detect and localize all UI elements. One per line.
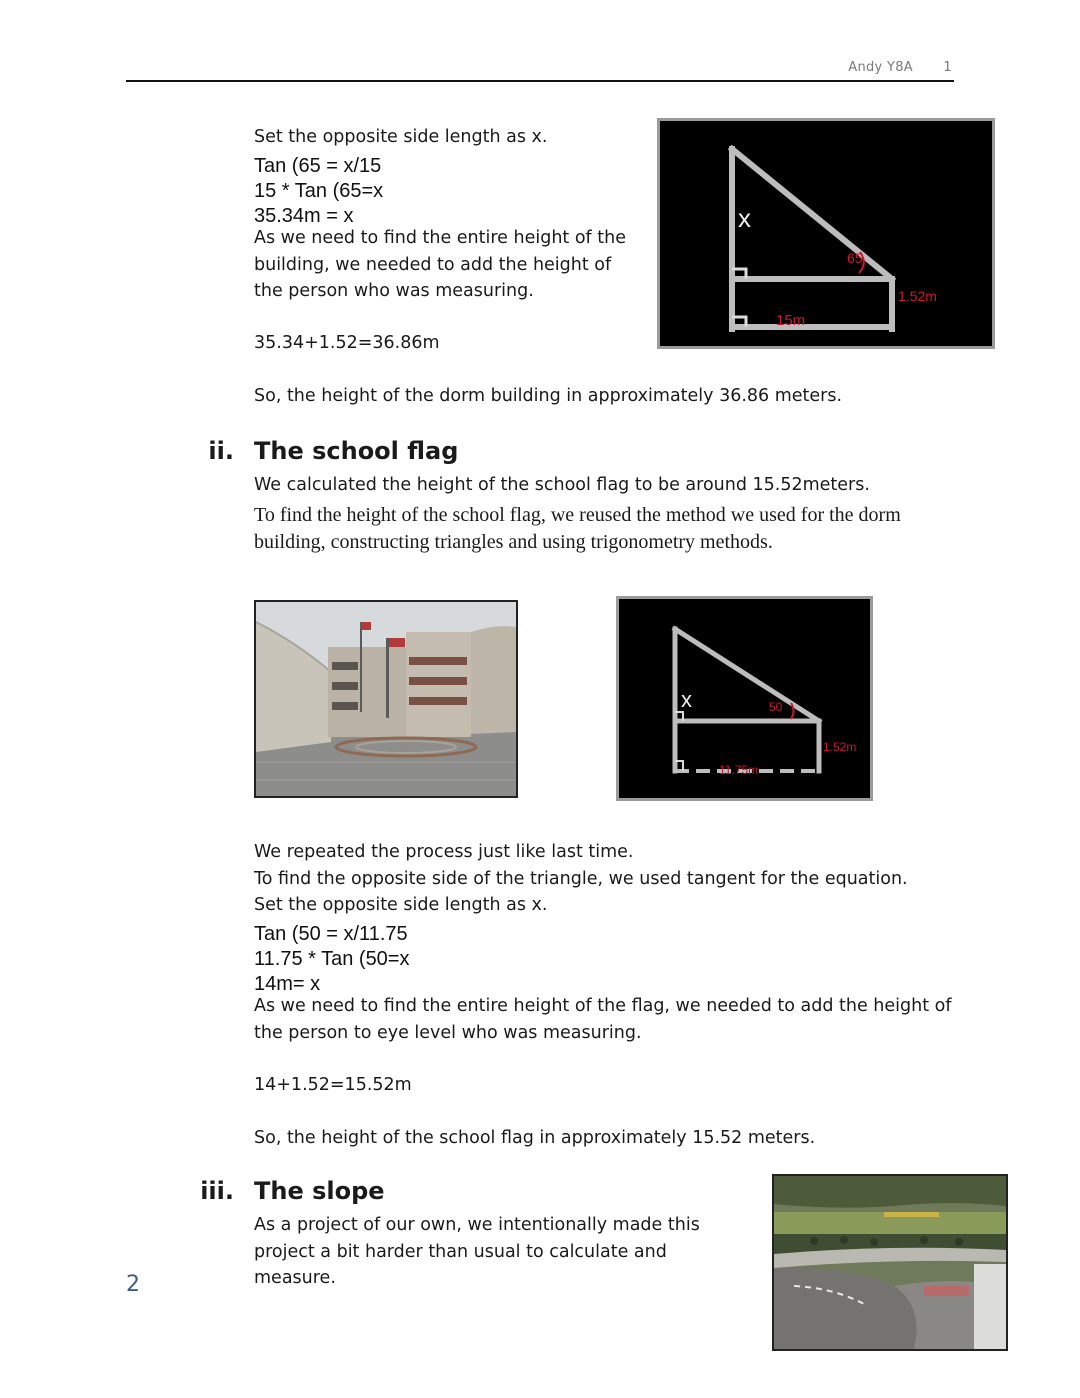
- flag-hypotenuse: [675, 629, 819, 721]
- page-header: [848, 60, 952, 75]
- section-heading-flag: [208, 437, 459, 465]
- flag-equation-1: Tan (50 = x/11.75: [254, 923, 408, 945]
- section-title-slope: The slope: [254, 1177, 385, 1205]
- flag-label-x: x: [681, 687, 692, 712]
- flag-angle-arc: [791, 703, 794, 719]
- dorm-triangle-diagram: [657, 118, 995, 349]
- section-title-flag: The school flag: [254, 437, 459, 465]
- flag-label-height: 1.52m: [823, 740, 857, 754]
- dorm-label-x: x: [738, 203, 751, 233]
- flag-summary: We calculated the height of the school flag to be around 15.52meters.: [254, 475, 870, 495]
- page-number: 2: [126, 1272, 140, 1297]
- flag-sum: 14+1.52=15.52m: [254, 1075, 412, 1095]
- dorm-label-base: 15m: [776, 312, 806, 329]
- dorm-explanation: As we need to find the entire height of the building, we needed to add the height of the person who was measuring.: [254, 228, 627, 301]
- dorm-equation-3: 35.34m = x: [254, 205, 354, 227]
- flag-label-base: 11.75m: [719, 763, 759, 777]
- flag-method: To find the height of the school flag, we reused the method we used for the dorm building, constructing triangles and using trigonometry methods.: [254, 504, 901, 553]
- dorm-conclusion: So, the height of the dorm building in approximately 36.86 meters.: [254, 386, 843, 406]
- flag-equation-3: 14m= x: [254, 973, 321, 995]
- dorm-label-angle: 65: [847, 250, 863, 266]
- flag-intro: Set the opposite side length as x.: [254, 895, 548, 915]
- flag-triangle-diagram: [616, 596, 873, 801]
- flag-label-angle: 50: [769, 700, 783, 714]
- section-heading-slope: [200, 1177, 385, 1205]
- header-rule: [126, 80, 954, 82]
- flag-repeat: We repeated the process just like last time.: [254, 842, 634, 862]
- dorm-intro: Set the opposite side length as x.: [254, 127, 548, 147]
- flag-explanation: As we need to find the entire height of the flag, we needed to add the height of the person to eye level who was measuring.: [254, 996, 952, 1043]
- dorm-label-height: 1.52m: [898, 288, 937, 304]
- flag-equation-2: 11.75 * Tan (50=x: [254, 948, 410, 970]
- section-number-flag: ii.: [208, 437, 234, 465]
- school-building-photo: [254, 600, 518, 798]
- slope-photo: [772, 1174, 1008, 1351]
- header-page-ref: 1: [943, 60, 952, 75]
- dorm-hypotenuse: [732, 149, 892, 279]
- slope-text: As a project of our own, we intentionally made this project a bit harder than usual to calculate and measure.: [254, 1215, 700, 1288]
- dorm-equation-1: Tan (65 = x/15: [254, 155, 382, 177]
- flag-conclusion: So, the height of the school flag in approximately 15.52 meters.: [254, 1128, 816, 1148]
- section-number-slope: iii.: [200, 1177, 234, 1205]
- dorm-equation-2: 15 * Tan (65=x: [254, 180, 384, 202]
- dorm-sum: 35.34+1.52=36.86m: [254, 333, 440, 353]
- header-author: Andy Y8A: [848, 60, 913, 75]
- flag-tangent: To find the opposite side of the triangle, we used tangent for the equation.: [254, 869, 908, 889]
